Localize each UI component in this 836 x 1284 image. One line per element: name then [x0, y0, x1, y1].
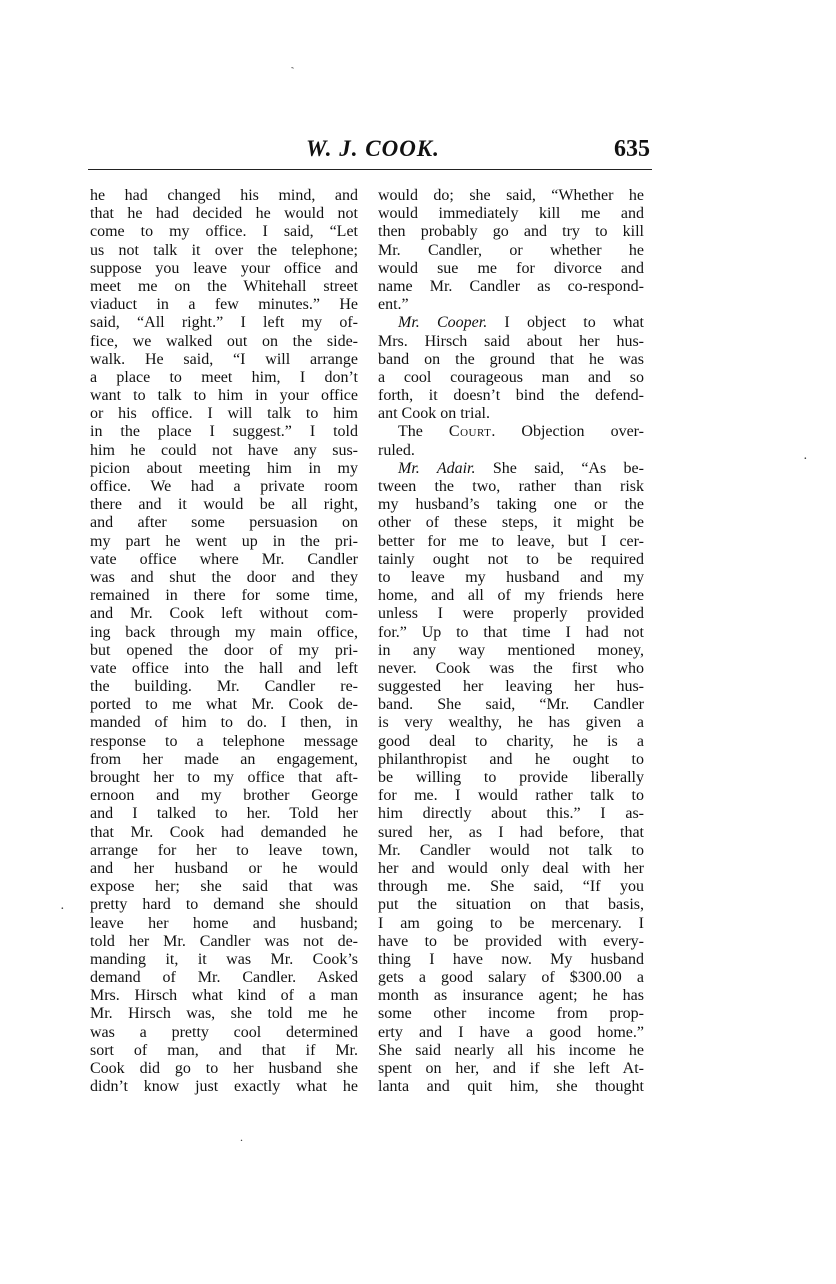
text-line: to leave my husband and my — [378, 568, 644, 586]
paragraph — [378, 423, 644, 459]
text-line: forth, it doesn’t bind the defend- — [378, 387, 644, 405]
text-line: manding it, it was Mr. Cook’s — [90, 950, 358, 968]
page-number: 635 — [614, 136, 650, 162]
text-line: vate office where Mr. Candler — [90, 550, 358, 568]
text-line: walk. He said, “I will arrange — [90, 350, 358, 368]
court-label: Court — [448, 423, 492, 441]
text-line: other of these steps, it might be — [378, 514, 644, 532]
text-line: a place to meet him, I don’t — [90, 368, 358, 386]
text-line: is very wealthy, he has given a — [378, 714, 644, 732]
running-head: W. J. COOK. — [306, 136, 440, 161]
text-line: a cool courageous man and so — [378, 368, 644, 386]
text-line: Mr. Candler would not talk to — [378, 841, 644, 859]
text-line — [378, 314, 644, 332]
stray-mark: ˏ — [284, 56, 295, 71]
text-line: that he had decided he would not — [90, 205, 358, 223]
text-line: meet me on the Whitehall street — [90, 277, 358, 295]
text-line: viaduct in a few minutes.” He — [90, 296, 358, 314]
text-line: spent on her, and if she left At- — [378, 1060, 644, 1077]
text-line: unless I were properly provided — [378, 605, 644, 623]
text-line: and Mr. Cook left without com- — [90, 605, 358, 623]
left-column — [90, 187, 358, 1096]
stray-mark: . — [240, 1130, 243, 1144]
text-line: for.” Up to that time I had not — [378, 623, 644, 641]
text-line: band. She said, “Mr. Candler — [378, 696, 644, 714]
text-line: said, “All right.” I left my of- — [90, 314, 358, 332]
text-line: then probably go and try to kill — [378, 223, 644, 241]
text-line: good deal to charity, he is a — [378, 732, 644, 750]
text-line: come to my office. I said, “Let — [90, 223, 358, 241]
text-line: Mrs. Hirsch what kind of a man — [90, 987, 358, 1005]
text-fragment: The — [398, 423, 449, 441]
paragraph — [378, 187, 644, 314]
text-fragment: . Objection over- — [491, 423, 644, 441]
text-line: arrange for her to leave town, — [90, 841, 358, 859]
text-line: remained in there for some time, — [90, 587, 358, 605]
text-line: didn’t know just exactly what he — [90, 1078, 358, 1096]
text-line: gets a good salary of $300.00 a — [378, 969, 644, 987]
text-line: Mr. Candler, or whether he — [378, 241, 644, 259]
text-line: or his office. I will talk to him — [90, 405, 358, 423]
text-line: told her Mr. Candler was not de- — [90, 932, 358, 950]
text-line: ant Cook on trial. — [378, 405, 490, 423]
text-line: in any way mentioned money, — [378, 641, 644, 659]
stray-mark: · — [60, 902, 65, 917]
text-line: want to talk to him in your office — [90, 387, 358, 405]
text-line: and her husband or he would — [90, 859, 358, 877]
text-line: leave her home and husband; — [90, 914, 358, 932]
speaker-name: Mr. Cooper. — [398, 314, 488, 332]
text-line: was a pretty cool determined — [90, 1023, 358, 1041]
text-line: picion about meeting him in my — [90, 459, 358, 477]
text-line: would do; she said, “Whether he — [378, 187, 644, 204]
text-line: would immediately kill me and — [378, 205, 644, 223]
text-line: sort of man, and that if Mr. — [90, 1041, 358, 1059]
text-line: brought her to my office that aft- — [90, 769, 358, 786]
text-line: ported to me what Mr. Cook de- — [90, 696, 358, 714]
text-line: there and it would be all right, — [90, 496, 358, 514]
text-line: have to be provided with every- — [378, 932, 644, 950]
text-line: erty and I have a good home.” — [378, 1023, 644, 1041]
text-line: tainly ought not to be required — [378, 550, 644, 568]
text-line: and after some persuasion on — [90, 514, 358, 532]
text-line: pretty hard to demand she should — [90, 896, 358, 914]
text-line: ing back through my main office, — [90, 623, 358, 641]
text-line: manded of him to do. I then, in — [90, 714, 358, 732]
text-line: month as insurance agent; he has — [378, 987, 644, 1005]
paragraph — [378, 460, 644, 1097]
text-line: philanthropist and he ought to — [378, 750, 644, 768]
text-line: that Mr. Cook had demanded he — [90, 823, 358, 841]
text-line: response to a telephone message — [90, 732, 358, 750]
text-line: would sue me for divorce and — [378, 259, 644, 277]
text-line: office. We had a private room — [90, 478, 358, 495]
text-line — [378, 460, 644, 478]
text-line: through me. She said, “If you — [378, 878, 644, 896]
text-line — [378, 423, 644, 441]
text-line: sured her, as I had before, that — [378, 823, 644, 841]
text-line: some other income from prop- — [378, 1005, 644, 1023]
text-line: put the situation on that basis, — [378, 896, 644, 914]
text-line: suggested her leaving her hus- — [378, 678, 644, 696]
text-line: Mr. Hirsch was, she told me he — [90, 1005, 358, 1023]
text-line: my part he went up in the pri- — [90, 532, 358, 550]
text-line: he had changed his mind, and — [90, 187, 358, 204]
text-line: but opened the door of my pri- — [90, 641, 358, 659]
text-line: us not talk it over the telephone; — [90, 241, 358, 259]
right-column — [378, 187, 644, 1096]
text-line: be willing to provide liberally — [378, 769, 644, 786]
text-line: for me. I would rather talk to — [378, 787, 644, 805]
text-line: better for me to leave, but I cer- — [378, 532, 644, 550]
text-line: expose her; she said that was — [90, 878, 358, 896]
text-line: from her made an engagement, — [90, 750, 358, 768]
text-line: the building. Mr. Candler re- — [90, 678, 358, 696]
text-fragment: She said, “As be- — [475, 459, 644, 477]
text-line: my husband’s taking one or the — [378, 496, 644, 514]
text-line: She said nearly all his income he — [378, 1041, 644, 1059]
stray-mark: · — [803, 452, 808, 467]
text-line: name Mr. Candler as co-respond- — [378, 277, 644, 295]
header-rule — [88, 169, 652, 170]
text-line: Mrs. Hirsch said about her hus- — [378, 332, 644, 350]
text-line: ruled. — [378, 441, 415, 459]
text-fragment: I object to what — [487, 314, 644, 332]
text-line: home, and all of my friends here — [378, 587, 644, 605]
text-line: was and shut the door and they — [90, 568, 358, 586]
text-line: ent.” — [378, 296, 409, 314]
text-line: demand of Mr. Candler. Asked — [90, 969, 358, 987]
text-line: band on the ground that he was — [378, 350, 644, 368]
paragraph — [378, 314, 644, 423]
text-line: ernoon and my brother George — [90, 787, 358, 805]
text-line: him he could not have any sus- — [90, 441, 358, 459]
text-line: thing I have now. My husband — [378, 950, 644, 968]
text-line: and I talked to her. Told her — [90, 805, 358, 823]
text-line: in the place I suggest.” I told — [90, 423, 358, 441]
text-line: I am going to be mercenary. I — [378, 914, 644, 932]
text-line: vate office into the hall and left — [90, 659, 358, 677]
speaker-name: Mr. Adair. — [398, 459, 476, 477]
text-line: her and would only deal with her — [378, 859, 644, 877]
page-header — [90, 136, 650, 166]
text-line: lanta and quit him, she thought — [378, 1078, 644, 1096]
text-line: Cook did go to her husband she — [90, 1060, 358, 1077]
text-line: never. Cook was the first who — [378, 659, 644, 677]
text-line: suppose you leave your office and — [90, 259, 358, 277]
text-line: tween the two, rather than risk — [378, 478, 644, 495]
text-line: fice, we walked out on the side- — [90, 332, 358, 350]
text-line: him directly about this.” I as- — [378, 805, 644, 823]
